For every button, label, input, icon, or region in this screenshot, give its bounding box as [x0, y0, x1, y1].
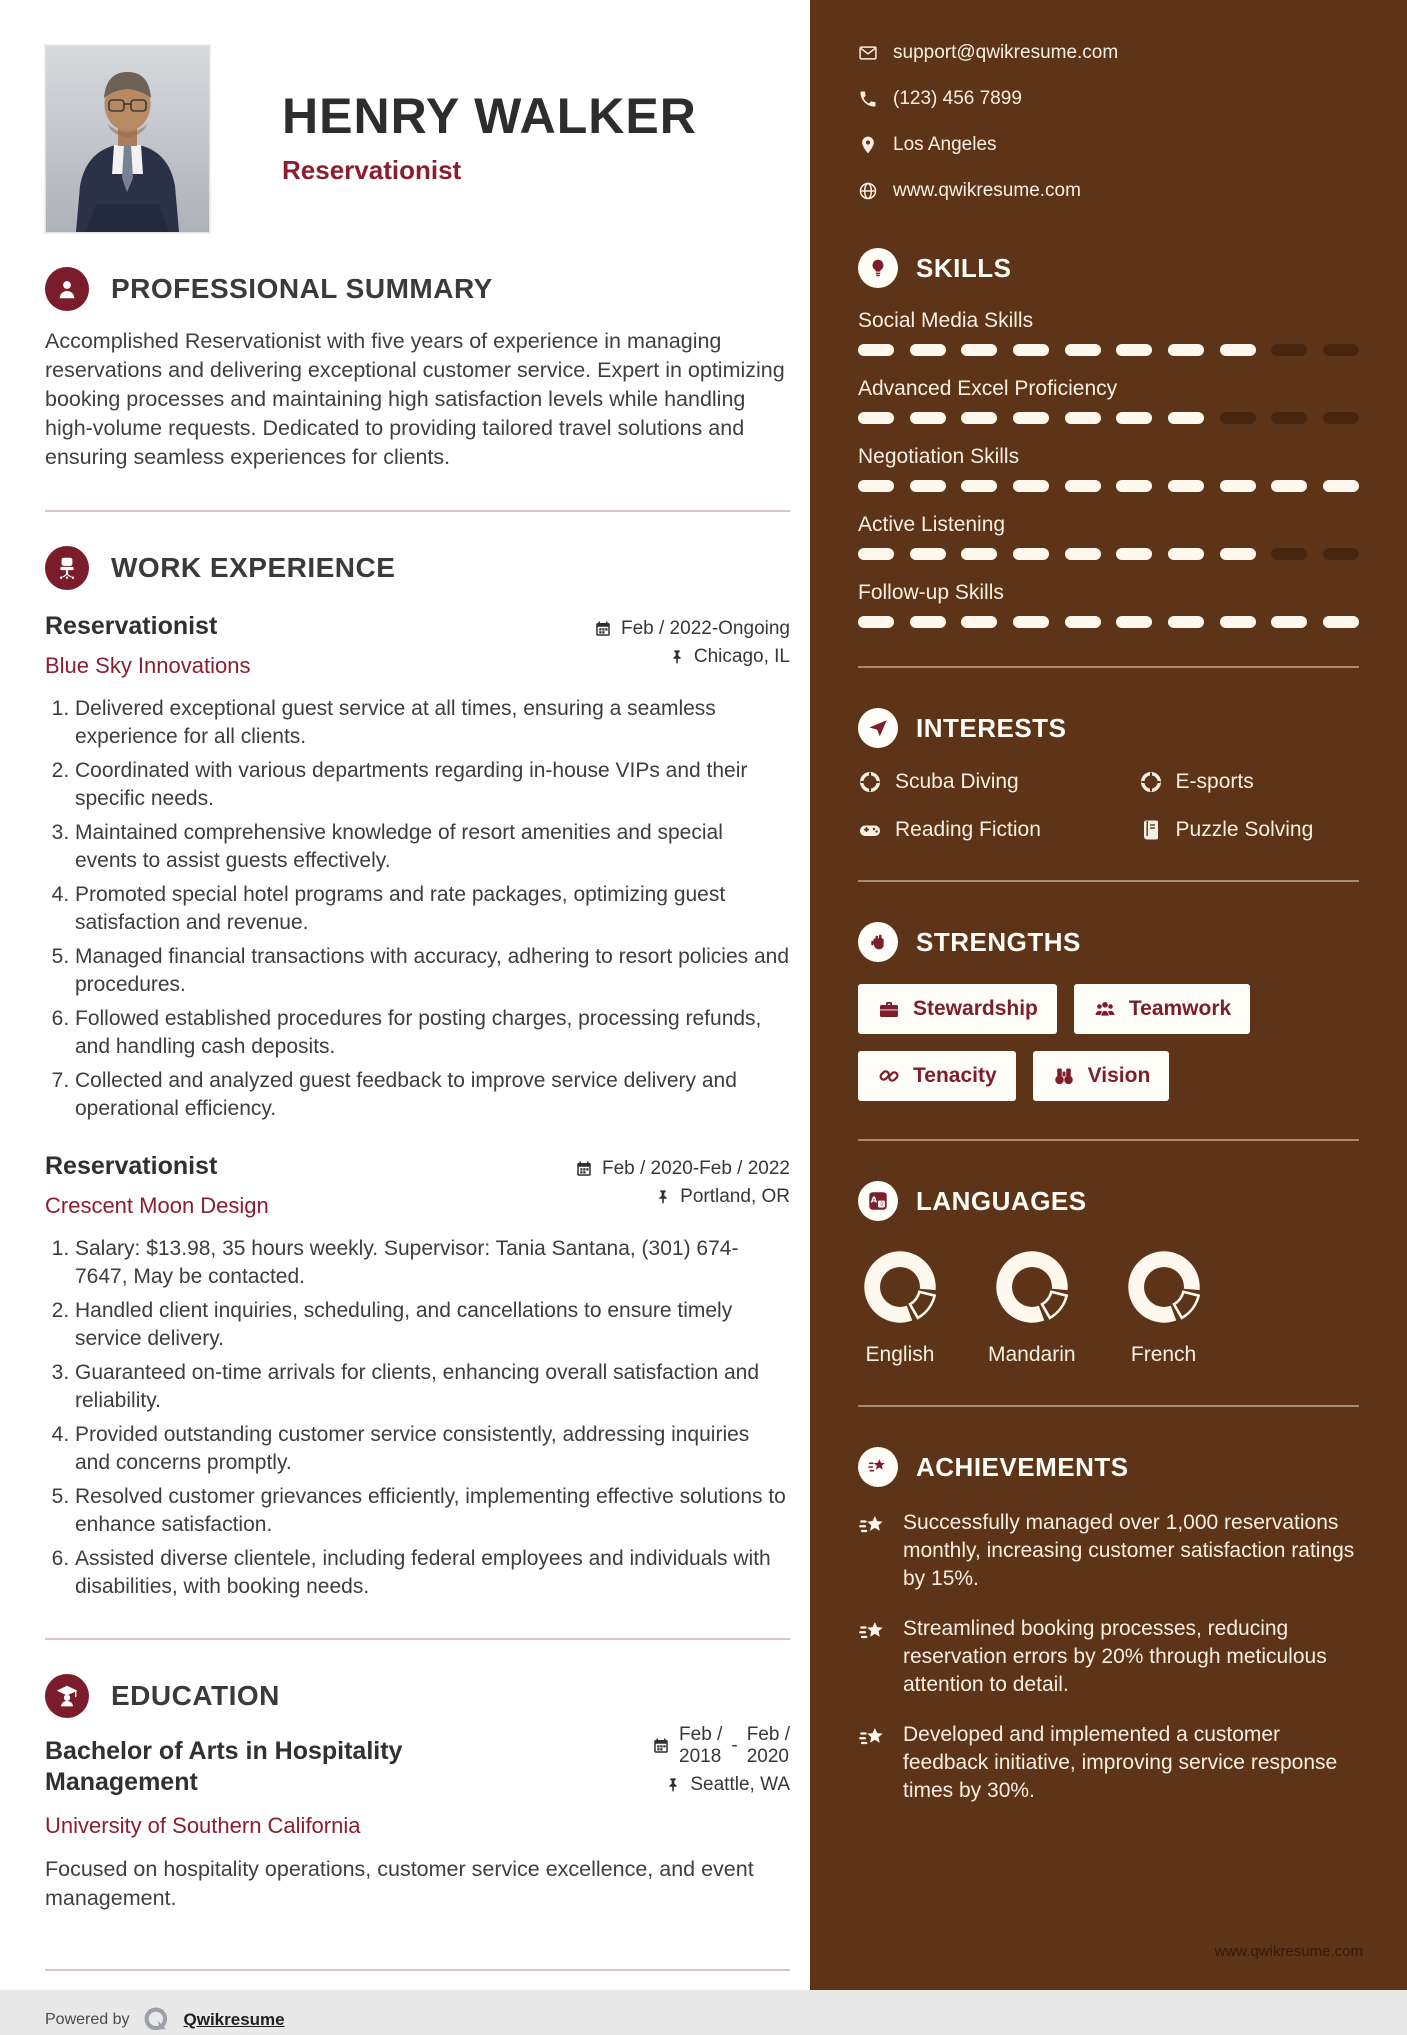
interests-heading: INTERESTS	[916, 712, 1067, 743]
skill-level-dash	[961, 344, 997, 356]
skills-header	[858, 248, 1359, 288]
interest-item	[858, 818, 1139, 842]
shooting-star-icon	[858, 1447, 898, 1487]
skill-level-dash	[1116, 480, 1152, 492]
interest-item	[1139, 770, 1359, 794]
skill-level-dash	[1168, 548, 1204, 560]
skill-level-dash	[1116, 344, 1152, 356]
contact-website[interactable]	[858, 180, 1359, 202]
skill-level-dash	[1013, 344, 1049, 356]
summary-text: Accomplished Reservationist with five years of experience in managing reservations and delivering exceptional customer service. Expert in optimizing booking processes and maintaining high satisfaction levels while handling high-volume requests. Dedicated to providing tailored travel solutions and ensuring seamless experiences for clients.	[45, 329, 785, 469]
education-heading: EDUCATION	[111, 1680, 280, 1711]
achievement-item	[858, 1615, 1359, 1699]
job-bullet: 1. Delivered exceptional guest service at all times, ensuring a seamless experience for all clients.	[75, 695, 790, 750]
gamepad-icon	[858, 818, 882, 842]
skill-level-dash	[961, 616, 997, 628]
job-bullet-list	[45, 1235, 790, 1600]
job-bullet: 5. Resolved customer grievances efficiently, implementing effective solutions to enhance satisfaction.	[75, 1483, 790, 1538]
job-bullet: 2. Handled client inquiries, scheduling, and cancellations to ensure timely service delivery.	[75, 1297, 790, 1352]
skill-label: Negotiation Skills	[858, 445, 1020, 468]
person-icon	[45, 267, 89, 311]
strength-chips	[858, 984, 1318, 1101]
language-donut-chart	[990, 1245, 1074, 1329]
skill-level-dash	[1065, 480, 1101, 492]
skill-level-dash	[910, 480, 946, 492]
skill-item	[858, 377, 1359, 424]
skill-label: Active Listening	[858, 513, 1006, 536]
skill-level-dash	[1323, 616, 1359, 628]
divider	[858, 666, 1359, 668]
work-heading: WORK EXPERIENCE	[111, 552, 396, 583]
candidate-title: Reservationist	[282, 155, 462, 185]
skill-level-dash	[1271, 344, 1307, 356]
footer	[45, 2005, 790, 2035]
job-bullet: 7. Collected and analyzed guest feedback to improve service delivery and operational efficiency.	[75, 1067, 790, 1122]
summary-section-header	[45, 267, 790, 311]
profile-photo-illustration	[46, 46, 209, 232]
watermark: www.qwikresume.com	[1214, 1943, 1363, 1960]
fist-icon	[858, 922, 898, 962]
skill-level-dash	[858, 412, 894, 424]
skill-level-dash	[1065, 344, 1101, 356]
achievements-section	[858, 1447, 1359, 1805]
lightbulb-icon	[858, 248, 898, 288]
skill-meter	[858, 344, 1359, 356]
job-bullet: 5. Managed financial transactions with accuracy, adhering to resort policies and procedures.	[75, 943, 790, 998]
skill-level-dash	[910, 616, 946, 628]
skills-section	[858, 248, 1359, 628]
interest-item	[858, 770, 1139, 794]
job-bullet: 6. Followed established procedures for posting charges, processing refunds, and handling cash deposits.	[75, 1005, 790, 1060]
skill-level-dash	[1220, 344, 1256, 356]
skill-label: Social Media Skills	[858, 309, 1034, 332]
skill-level-dash	[1013, 480, 1049, 492]
strength-label: Vision	[1087, 1064, 1151, 1087]
skill-level-dash	[1116, 412, 1152, 424]
education-location	[652, 1774, 790, 1796]
strengths-heading: STRENGTHS	[916, 926, 1081, 957]
translate-glyph	[867, 1190, 889, 1212]
degree-title: Bachelor of Arts in Hospitality Management	[45, 1737, 403, 1797]
strengths-section	[858, 922, 1359, 1101]
job-role: Reservationist	[45, 1152, 218, 1180]
skill-level-dash	[1323, 344, 1359, 356]
binoculars-icon	[1052, 1064, 1076, 1088]
job-location	[575, 1186, 790, 1208]
skill-meter	[858, 480, 1359, 492]
education-meta	[652, 1718, 790, 1796]
skill-level-dash	[1013, 616, 1049, 628]
job-bullet: 4. Provided outstanding customer service consistently, addressing inquiries and concerns promptly.	[75, 1421, 790, 1476]
skill-meter	[858, 616, 1359, 628]
achievement-item	[858, 1721, 1359, 1805]
language-label: Mandarin	[988, 1343, 1076, 1366]
office-chair-icon	[45, 546, 89, 590]
strength-chip	[1074, 984, 1250, 1034]
strength-label: Teamwork	[1128, 997, 1232, 1020]
job-location-text: Portland, OR	[680, 1186, 790, 1207]
strength-chip	[858, 984, 1057, 1034]
globe-icon	[858, 181, 878, 201]
shooting-star-icon	[858, 1617, 888, 1647]
strength-label: Tenacity	[913, 1064, 997, 1087]
chain-link-icon	[877, 1064, 901, 1088]
location-icon	[858, 135, 878, 155]
skill-level-dash	[1220, 412, 1256, 424]
profile-photo	[45, 45, 210, 233]
calendar-icon	[575, 1160, 593, 1178]
work-section-header	[45, 546, 790, 590]
education-description: Focused on hospitality operations, customer service excellence, and event management.	[45, 1856, 754, 1910]
job-bullet: 3. Guaranteed on-time arrivals for clients, enhancing overall satisfaction and reliability.	[75, 1359, 790, 1414]
interests-section	[858, 708, 1359, 842]
book-icon	[1139, 818, 1163, 842]
job-date	[594, 618, 790, 640]
achievements-header	[858, 1447, 1359, 1487]
interest-item	[1139, 818, 1359, 842]
skill-level-dash	[1013, 548, 1049, 560]
language-item	[988, 1245, 1076, 1367]
skill-level-dash	[961, 548, 997, 560]
skill-level-dash	[1168, 344, 1204, 356]
pushpin-icon	[669, 649, 685, 665]
skill-item	[858, 445, 1359, 492]
summary-heading: PROFESSIONAL SUMMARY	[111, 273, 493, 304]
education-entry-header	[45, 1718, 790, 1799]
skill-item	[858, 581, 1359, 628]
job-header	[45, 1152, 790, 1219]
language-item	[858, 1245, 942, 1367]
skill-level-dash	[1116, 548, 1152, 560]
interests-header	[858, 708, 1359, 748]
skill-level-dash	[1271, 480, 1307, 492]
contact-email-text: support@qwikresume.com	[893, 42, 1119, 63]
shooting-star-icon	[858, 1723, 888, 1753]
date-end	[747, 1724, 790, 1768]
interest-label: Puzzle Solving	[1175, 818, 1314, 841]
skill-level-dash	[858, 344, 894, 356]
job-company: Blue Sky Innovations	[45, 653, 251, 678]
contact-email[interactable]	[858, 42, 1359, 64]
calendar-icon	[594, 620, 612, 638]
strengths-header	[858, 922, 1359, 962]
job-role: Reservationist	[45, 612, 218, 640]
skill-level-dash	[1168, 412, 1204, 424]
date-start	[679, 1724, 722, 1768]
divider	[858, 1405, 1359, 1407]
job-bullet: 1. Salary: $13.98, 35 hours weekly. Supervisor: Tania Santana, (301) 674-7647, May be contacted.	[75, 1235, 790, 1290]
divider	[45, 1969, 790, 1971]
divider	[45, 1638, 790, 1640]
skill-level-dash	[1065, 616, 1101, 628]
date-start-label: Feb /	[679, 1724, 723, 1745]
lifebuoy-icon	[1139, 770, 1163, 794]
education-location-text: Seattle, WA	[690, 1773, 790, 1795]
strength-chip	[1033, 1051, 1170, 1101]
achievement-item	[858, 1509, 1359, 1593]
skill-level-dash	[961, 412, 997, 424]
strength-chip	[858, 1051, 1016, 1101]
skill-level-dash	[1168, 616, 1204, 628]
skill-level-dash	[858, 480, 894, 492]
skill-level-dash	[961, 480, 997, 492]
date-separator: -	[731, 1734, 738, 1756]
skill-level-dash	[1168, 480, 1204, 492]
skill-level-dash	[1323, 480, 1359, 492]
email-icon	[858, 43, 878, 63]
school-name: University of Southern California	[45, 1812, 361, 1838]
job-bullet-list	[45, 695, 790, 1122]
skill-level-dash	[858, 548, 894, 560]
job-header	[45, 612, 790, 679]
skill-level-dash	[1323, 412, 1359, 424]
languages-section	[858, 1181, 1359, 1367]
job-bullet: 4. Promoted special hotel programs and rate packages, optimizing guest satisfaction and revenue.	[75, 881, 790, 936]
divider	[858, 880, 1359, 882]
languages-header	[858, 1181, 1359, 1221]
skill-level-dash	[1220, 480, 1256, 492]
language-label: English	[865, 1343, 935, 1366]
pushpin-icon	[655, 1189, 671, 1205]
skill-level-dash	[910, 548, 946, 560]
job-company: Crescent Moon Design	[45, 1193, 269, 1218]
skill-level-dash	[1065, 412, 1101, 424]
skill-level-dash	[1013, 412, 1049, 424]
job-bullet: 2. Coordinated with various departments regarding in-house VIPs and their specific needs.	[75, 757, 790, 812]
skill-meter	[858, 412, 1359, 424]
phone-icon	[858, 89, 878, 109]
skill-level-dash	[1271, 616, 1307, 628]
qwikresume-link[interactable]: Qwikresume	[183, 2009, 285, 2029]
job-location	[594, 646, 790, 668]
team-icon	[1093, 997, 1117, 1021]
achievement-text: Developed and implemented a customer feedback initiative, improving service response times by 30%.	[903, 1723, 1338, 1802]
language-donut-chart	[1122, 1245, 1206, 1329]
pushpin-icon	[665, 1777, 681, 1793]
skill-label: Advanced Excel Proficiency	[858, 377, 1118, 400]
skill-level-dash	[1323, 548, 1359, 560]
language-donut-chart	[858, 1245, 942, 1329]
lifebuoy-icon	[858, 770, 882, 794]
job-bullet: 6. Assisted diverse clientele, including federal employees and individuals with disabilities, with booking needs.	[75, 1545, 790, 1600]
education-dates	[652, 1724, 790, 1768]
skill-level-dash	[1065, 548, 1101, 560]
divider	[45, 510, 790, 512]
skill-level-dash	[910, 344, 946, 356]
skill-item	[858, 309, 1359, 356]
job-left	[45, 1152, 269, 1219]
skill-level-dash	[1220, 616, 1256, 628]
strength-label: Stewardship	[913, 997, 1038, 1020]
date-end-label: Feb /	[746, 1724, 790, 1745]
sidebar	[810, 0, 1407, 1990]
graduate-icon	[45, 1674, 89, 1718]
skill-level-dash	[858, 616, 894, 628]
identity-text	[282, 87, 697, 186]
interest-label: Reading Fiction	[895, 818, 1041, 841]
contact-phone[interactable]	[858, 88, 1359, 110]
skill-label: Follow-up Skills	[858, 581, 1004, 604]
shooting-star-icon	[858, 1511, 888, 1541]
education-section-header	[45, 1674, 790, 1718]
briefcase-icon	[877, 997, 901, 1021]
job-left	[45, 612, 250, 679]
skill-level-dash	[1220, 548, 1256, 560]
contact-location	[858, 134, 1359, 156]
job-meta	[575, 1152, 790, 1208]
interest-label: E-sports	[1175, 770, 1254, 793]
achievement-text: Streamlined booking processes, reducing reservation errors by 20% through meticulous attention to detail.	[903, 1617, 1327, 1696]
job-entry	[45, 612, 790, 1122]
candidate-name: HENRY WALKER	[282, 88, 697, 144]
job-date	[575, 1158, 790, 1180]
svg-text:A: A	[870, 1194, 878, 1205]
svg-text:文: 文	[878, 1201, 885, 1209]
job-date-text: Feb / 2022-Ongoing	[620, 618, 790, 639]
qwikresume-logo-icon	[142, 2005, 172, 2035]
date-start-year: 2018	[679, 1745, 722, 1767]
achievements-heading: ACHIEVEMENTS	[916, 1451, 1129, 1482]
translate-icon	[858, 1181, 898, 1221]
job-meta	[594, 612, 790, 668]
language-item	[1122, 1245, 1206, 1367]
paper-plane-icon	[858, 708, 898, 748]
identity-header	[45, 45, 790, 233]
skills-heading: SKILLS	[916, 252, 1012, 283]
divider	[858, 1139, 1359, 1141]
powered-by-label: Powered by	[45, 2010, 130, 2028]
job-date-text: Feb / 2020-Feb / 2022	[601, 1158, 790, 1179]
shooting-star-glyph	[867, 1456, 889, 1478]
job-bullet: 3. Maintained comprehensive knowledge of resort amenities and special events to assist guests effectively.	[75, 819, 790, 874]
skill-level-dash	[1116, 616, 1152, 628]
interests-grid	[858, 770, 1359, 842]
language-label: French	[1130, 1343, 1197, 1366]
contact-phone-text: (123) 456 7899	[893, 88, 1022, 109]
skill-level-dash	[1271, 412, 1307, 424]
achievement-text: Successfully managed over 1,000 reservations monthly, increasing customer satisfaction ratings by 15%.	[903, 1511, 1355, 1590]
skill-meter	[858, 548, 1359, 560]
contact-website-text: www.qwikresume.com	[893, 180, 1081, 201]
date-end-year: 2020	[746, 1745, 789, 1767]
job-location-text: Chicago, IL	[693, 646, 790, 667]
calendar-icon	[652, 1737, 670, 1755]
job-entry	[45, 1152, 790, 1600]
skill-item	[858, 513, 1359, 560]
languages-row	[858, 1245, 1359, 1367]
contact-location-text: Los Angeles	[893, 134, 997, 155]
languages-heading: LANGUAGES	[916, 1185, 1087, 1216]
skill-level-dash	[1271, 548, 1307, 560]
skill-level-dash	[910, 412, 946, 424]
interest-label: Scuba Diving	[895, 770, 1019, 793]
